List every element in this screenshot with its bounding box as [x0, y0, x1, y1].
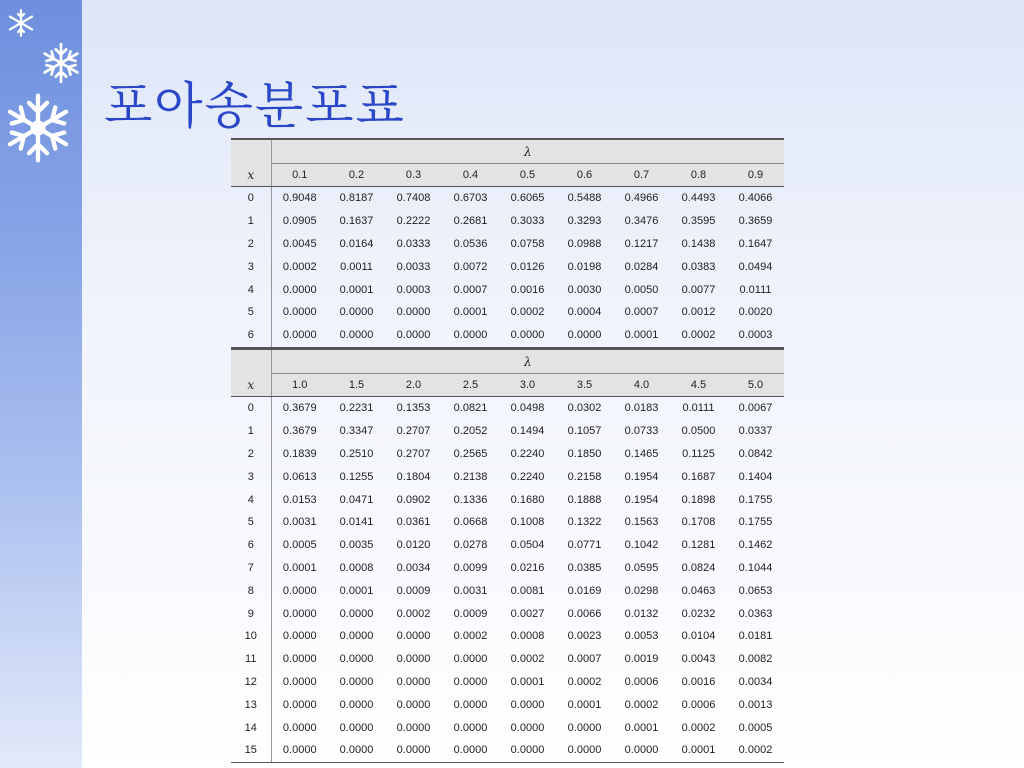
x-value: 3 [231, 465, 271, 488]
probability-cell: 0.0000 [396, 698, 431, 711]
probability-cell: 0.1954 [624, 470, 659, 483]
probability-cell: 0.1322 [567, 516, 602, 529]
probability-cell: 0.0169 [567, 584, 602, 597]
probability-cell: 0.0000 [556, 324, 613, 347]
x-value: 5 [231, 301, 271, 324]
probability-cell: 0.0000 [271, 739, 328, 762]
probability-cell: 0.0023 [567, 630, 602, 643]
column-header-row [231, 374, 784, 397]
probability-cell: 0.0003 [727, 324, 784, 347]
probability-cell: 0.0034 [396, 561, 431, 574]
table-row [231, 511, 784, 534]
probability-cell: 0.7408 [396, 192, 431, 205]
x-value: 3 [231, 255, 271, 278]
probability-cell: 0.2158 [567, 470, 602, 483]
probability-cell: 0.0000 [282, 584, 317, 597]
probability-cell: 0.0050 [624, 283, 659, 296]
probability-cell: 0.0000 [453, 721, 488, 734]
lambda-header-row [231, 139, 784, 164]
column-header: 3.0 [499, 374, 556, 397]
column-header: 4.5 [670, 374, 727, 397]
probability-cell: 0.0001 [670, 739, 727, 762]
probability-cell: 0.2222 [396, 215, 431, 228]
probability-cell: 0.2707 [396, 425, 431, 438]
probability-cell: 0.0000 [567, 721, 602, 734]
probability-cell: 0.0008 [339, 561, 374, 574]
probability-cell: 0.0009 [396, 584, 431, 597]
page-title: 포아송분포표 [104, 77, 406, 135]
column-header: 4.0 [613, 374, 670, 397]
probability-cell: 0.0034 [738, 675, 773, 688]
probability-cell: 0.2138 [453, 470, 488, 483]
table-row [231, 557, 784, 580]
probability-cell: 0.1353 [396, 402, 431, 415]
probability-cell: 0.1217 [624, 237, 659, 250]
probability-cell: 0.2565 [453, 447, 488, 460]
probability-cell: 0.1954 [624, 493, 659, 506]
probability-cell: 0.0013 [738, 698, 773, 711]
x-value: 11 [231, 648, 271, 671]
probability-cell: 0.0216 [510, 561, 545, 574]
probability-cell: 0.0006 [624, 675, 659, 688]
probability-cell: 0.0181 [738, 630, 773, 643]
column-header: 0.3 [385, 164, 442, 187]
x-value: 13 [231, 693, 271, 716]
column-header: 5.0 [727, 374, 784, 397]
probability-cell: 0.0002 [567, 675, 602, 688]
probability-cell: 0.1680 [510, 493, 545, 506]
probability-cell: 0.1755 [738, 493, 773, 506]
table-row [231, 324, 784, 347]
probability-cell: 0.0000 [339, 721, 374, 734]
probability-cell: 0.0007 [453, 283, 488, 296]
probability-cell: 0.0000 [385, 324, 442, 347]
column-header: 0.4 [442, 164, 499, 187]
probability-cell: 0.0385 [567, 561, 602, 574]
x-value: 14 [231, 716, 271, 739]
table-row [231, 739, 784, 762]
probability-cell: 0.0003 [396, 283, 431, 296]
probability-cell: 0.1044 [738, 561, 773, 574]
probability-cell: 0.0066 [567, 607, 602, 620]
probability-cell: 0.0141 [339, 516, 374, 529]
probability-cell: 0.0504 [510, 539, 545, 552]
table-row [231, 397, 784, 420]
probability-cell: 0.0126 [510, 260, 545, 273]
probability-cell: 0.0002 [670, 324, 727, 347]
probability-cell: 0.1465 [624, 447, 659, 460]
probability-cell: 0.0463 [681, 584, 716, 597]
probability-cell: 0.0001 [510, 675, 545, 688]
probability-cell: 0.0000 [499, 324, 556, 347]
probability-cell: 0.0000 [339, 698, 374, 711]
table-row [231, 278, 784, 301]
probability-cell: 0.0733 [624, 425, 659, 438]
probability-cell: 0.0120 [396, 539, 431, 552]
probability-cell: 0.9048 [282, 192, 317, 205]
probability-cell: 0.0000 [396, 721, 431, 734]
probability-cell: 0.0595 [624, 561, 659, 574]
probability-cell: 0.0082 [738, 653, 773, 666]
column-header: 3.5 [556, 374, 613, 397]
x-value: 7 [231, 557, 271, 580]
column-header: 0.1 [271, 164, 328, 187]
probability-cell: 0.0000 [396, 306, 431, 319]
probability-cell: 0.0198 [567, 260, 602, 273]
probability-cell: 0.0081 [510, 584, 545, 597]
table-row [231, 625, 784, 648]
column-header-row [231, 164, 784, 187]
column-header: 1.5 [328, 374, 385, 397]
probability-cell: 0.0668 [453, 516, 488, 529]
table-row [231, 488, 784, 511]
probability-cell: 0.0653 [738, 584, 773, 597]
probability-cell: 0.1687 [681, 470, 716, 483]
snowflake-icon [40, 42, 82, 84]
probability-cell: 0.0099 [453, 561, 488, 574]
probability-cell: 0.0001 [567, 698, 602, 711]
probability-cell: 0.0005 [282, 539, 317, 552]
probability-cell: 0.2240 [510, 470, 545, 483]
x-value: 15 [231, 739, 271, 762]
probability-cell: 0.0033 [396, 260, 431, 273]
probability-cell: 0.0232 [681, 607, 716, 620]
probability-cell: 0.1563 [624, 516, 659, 529]
probability-cell: 0.0183 [624, 402, 659, 415]
probability-cell: 0.0007 [624, 306, 659, 319]
table-row [231, 233, 784, 256]
probability-cell: 0.1888 [567, 493, 602, 506]
probability-cell: 0.0153 [282, 493, 317, 506]
probability-cell: 0.8187 [339, 192, 374, 205]
probability-cell: 0.0000 [282, 653, 317, 666]
probability-cell: 0.0030 [567, 283, 602, 296]
probability-cell: 0.0000 [339, 630, 374, 643]
probability-cell: 0.0002 [727, 739, 784, 762]
probability-cell: 0.0758 [510, 237, 545, 250]
probability-cell: 0.1438 [681, 237, 716, 250]
column-header: 0.6 [556, 164, 613, 187]
probability-cell: 0.0007 [567, 653, 602, 666]
probability-cell: 0.0000 [328, 324, 385, 347]
probability-cell: 0.0333 [396, 237, 431, 250]
probability-cell: 0.1804 [396, 470, 431, 483]
probability-cell: 0.0053 [624, 630, 659, 643]
probability-cell: 0.0019 [624, 653, 659, 666]
probability-cell: 0.0771 [567, 539, 602, 552]
probability-cell: 0.0000 [453, 698, 488, 711]
probability-cell: 0.4066 [738, 192, 773, 205]
probability-cell: 0.0471 [339, 493, 374, 506]
x-value: 0 [231, 187, 271, 210]
probability-cell: 0.0016 [510, 283, 545, 296]
column-header: 2.5 [442, 374, 499, 397]
probability-cell: 0.0027 [510, 607, 545, 620]
probability-cell: 0.0012 [681, 306, 716, 319]
probability-cell: 0.2052 [453, 425, 488, 438]
probability-cell: 0.0005 [738, 721, 773, 734]
probability-cell: 0.6065 [510, 192, 545, 205]
table-row [231, 465, 784, 488]
poisson-table-2 [231, 348, 784, 763]
probability-cell: 0.0000 [282, 306, 317, 319]
probability-cell: 0.0613 [282, 470, 317, 483]
x-value: 12 [231, 671, 271, 694]
table-row [231, 579, 784, 602]
column-header: 1.0 [271, 374, 328, 397]
probability-cell: 0.0111 [739, 283, 772, 296]
probability-cell: 0.0500 [681, 425, 716, 438]
probability-cell: 0.1336 [453, 493, 488, 506]
decorative-sidebar [0, 0, 82, 768]
table-row [231, 602, 784, 625]
probability-cell: 0.3476 [624, 215, 659, 228]
probability-cell: 0.0002 [510, 653, 545, 666]
probability-cell: 0.0006 [681, 698, 716, 711]
column-header: 0.2 [328, 164, 385, 187]
probability-cell: 0.0000 [282, 721, 317, 734]
header-corner [231, 139, 271, 164]
probability-cell: 0.1057 [567, 425, 602, 438]
table-row [231, 187, 784, 210]
probability-cell: 0.0000 [453, 653, 488, 666]
probability-cell: 0.0002 [624, 698, 659, 711]
probability-cell: 0.1462 [738, 539, 773, 552]
probability-cell: 0.0000 [339, 675, 374, 688]
x-value: 2 [231, 443, 271, 466]
probability-cell: 0.0905 [282, 215, 317, 228]
probability-cell: 0.1125 [682, 447, 715, 460]
probability-cell: 0.2231 [339, 402, 374, 415]
probability-cell: 0.0000 [282, 283, 317, 296]
probability-cell: 0.0000 [510, 721, 545, 734]
probability-cell: 0.3347 [339, 425, 374, 438]
x-label: x [231, 374, 271, 397]
probability-cell: 0.3293 [567, 215, 602, 228]
probability-cell: 0.4493 [681, 192, 716, 205]
probability-cell: 0.0000 [282, 698, 317, 711]
x-value: 2 [231, 233, 271, 256]
probability-cell: 0.1898 [681, 493, 716, 506]
x-value: 6 [231, 324, 271, 347]
probability-cell: 0.3659 [738, 215, 773, 228]
column-header: 2.0 [385, 374, 442, 397]
probability-cell: 0.3033 [510, 215, 545, 228]
probability-cell: 0.0000 [385, 739, 442, 762]
x-value: 10 [231, 625, 271, 648]
probability-cell: 0.0383 [681, 260, 716, 273]
probability-cell: 0.1404 [738, 470, 773, 483]
probability-cell: 0.0000 [339, 653, 374, 666]
probability-cell: 0.0011 [340, 260, 373, 273]
probability-cell: 0.0302 [567, 402, 602, 415]
probability-cell: 0.0132 [624, 607, 659, 620]
probability-cell: 0.0000 [339, 306, 374, 319]
lambda-label: λ [271, 349, 784, 374]
probability-cell: 0.0008 [510, 630, 545, 643]
table-row [231, 693, 784, 716]
probability-cell: 0.0000 [328, 739, 385, 762]
poisson-table-1 [231, 138, 784, 348]
probability-cell: 0.0000 [510, 698, 545, 711]
table-row [231, 534, 784, 557]
probability-cell: 0.0298 [624, 584, 659, 597]
probability-cell: 0.0002 [396, 607, 431, 620]
probability-cell: 0.2681 [453, 215, 488, 228]
probability-cell: 0.0002 [282, 260, 317, 273]
probability-cell: 0.0902 [396, 493, 431, 506]
table-row [231, 671, 784, 694]
probability-cell: 0.0031 [282, 516, 317, 529]
column-header: 0.7 [613, 164, 670, 187]
x-value: 0 [231, 397, 271, 420]
snowflake-icon [6, 8, 36, 38]
x-value: 9 [231, 602, 271, 625]
probability-cell: 0.0494 [738, 260, 773, 273]
probability-cell: 0.3679 [282, 402, 317, 415]
table-row [231, 255, 784, 278]
probability-cell: 0.1839 [282, 447, 317, 460]
probability-cell: 0.0821 [453, 402, 488, 415]
probability-cell: 0.0111 [682, 402, 715, 415]
probability-cell: 0.0001 [613, 324, 670, 347]
probability-cell: 0.0000 [499, 739, 556, 762]
lambda-header-row [231, 349, 784, 374]
probability-cell: 0.0000 [282, 607, 317, 620]
probability-cell: 0.0002 [510, 306, 545, 319]
probability-cell: 0.0002 [453, 630, 488, 643]
table-row [231, 716, 784, 739]
probability-cell: 0.1281 [681, 539, 716, 552]
probability-cell: 0.0000 [339, 607, 374, 620]
probability-cell: 0.1755 [738, 516, 773, 529]
probability-cell: 0.0043 [681, 653, 716, 666]
x-value: 1 [231, 210, 271, 233]
probability-cell: 0.0000 [282, 675, 317, 688]
probability-cell: 0.0045 [282, 237, 317, 250]
snowflake-icon [2, 92, 74, 164]
column-header: 0.8 [670, 164, 727, 187]
probability-cell: 0.0077 [681, 283, 716, 296]
probability-cell: 0.2707 [396, 447, 431, 460]
probability-cell: 0.1255 [339, 470, 374, 483]
x-value: 1 [231, 420, 271, 443]
probability-cell: 0.0000 [442, 739, 499, 762]
probability-cell: 0.0031 [453, 584, 488, 597]
probability-cell: 0.0035 [339, 539, 374, 552]
probability-cell: 0.6703 [453, 192, 488, 205]
probability-cell: 0.0020 [738, 306, 773, 319]
lambda-label: λ [271, 139, 784, 164]
probability-cell: 0.0000 [396, 675, 431, 688]
probability-cell: 0.0000 [282, 630, 317, 643]
probability-cell: 0.0498 [510, 402, 545, 415]
probability-cell: 0.0337 [738, 425, 773, 438]
table-row [231, 210, 784, 233]
probability-cell: 0.1008 [510, 516, 545, 529]
probability-cell: 0.0009 [453, 607, 488, 620]
x-value: 4 [231, 488, 271, 511]
probability-cell: 0.0164 [339, 237, 374, 250]
column-header: 0.9 [727, 164, 784, 187]
probability-cell: 0.0072 [453, 260, 488, 273]
probability-cell: 0.0016 [681, 675, 716, 688]
probability-cell: 0.1647 [738, 237, 773, 250]
x-label: x [231, 164, 271, 187]
probability-cell: 0.0988 [567, 237, 602, 250]
probability-cell: 0.0536 [453, 237, 488, 250]
probability-cell: 0.0001 [453, 306, 488, 319]
table-row [231, 648, 784, 671]
probability-cell: 0.0001 [339, 283, 374, 296]
probability-cell: 0.0361 [396, 516, 431, 529]
probability-cell: 0.0000 [442, 324, 499, 347]
probability-cell: 0.0104 [681, 630, 716, 643]
x-value: 5 [231, 511, 271, 534]
probability-cell: 0.0000 [453, 675, 488, 688]
probability-cell: 0.1708 [681, 516, 716, 529]
probability-cell: 0.0000 [613, 739, 670, 762]
probability-cell: 0.0000 [271, 324, 328, 347]
probability-cell: 0.0278 [453, 539, 488, 552]
x-value: 8 [231, 579, 271, 602]
probability-cell: 0.0824 [681, 561, 716, 574]
probability-cell: 0.0284 [624, 260, 659, 273]
probability-cell: 0.0001 [339, 584, 374, 597]
x-value: 4 [231, 278, 271, 301]
table-row [231, 420, 784, 443]
probability-cell: 0.0067 [738, 402, 773, 415]
probability-cell: 0.0000 [396, 630, 431, 643]
probability-cell: 0.0000 [556, 739, 613, 762]
probability-cell: 0.3679 [282, 425, 317, 438]
probability-cell: 0.0363 [738, 607, 773, 620]
probability-cell: 0.0000 [396, 653, 431, 666]
probability-cell: 0.2510 [339, 447, 374, 460]
table-row [231, 301, 784, 324]
probability-cell: 0.0002 [681, 721, 716, 734]
probability-cell: 0.3595 [681, 215, 716, 228]
table-row [231, 443, 784, 466]
probability-cell: 0.1042 [624, 539, 659, 552]
probability-cell: 0.0001 [624, 721, 659, 734]
probability-cell: 0.1637 [339, 215, 374, 228]
x-value: 6 [231, 534, 271, 557]
probability-cell: 0.0842 [738, 447, 773, 460]
probability-cell: 0.2240 [510, 447, 545, 460]
header-corner [231, 349, 271, 374]
probability-cell: 0.1494 [510, 425, 545, 438]
probability-cell: 0.5488 [567, 192, 602, 205]
probability-cell: 0.1850 [567, 447, 602, 460]
probability-cell: 0.0001 [282, 561, 317, 574]
probability-cell: 0.0004 [567, 306, 602, 319]
probability-cell: 0.4966 [624, 192, 659, 205]
column-header: 0.5 [499, 164, 556, 187]
